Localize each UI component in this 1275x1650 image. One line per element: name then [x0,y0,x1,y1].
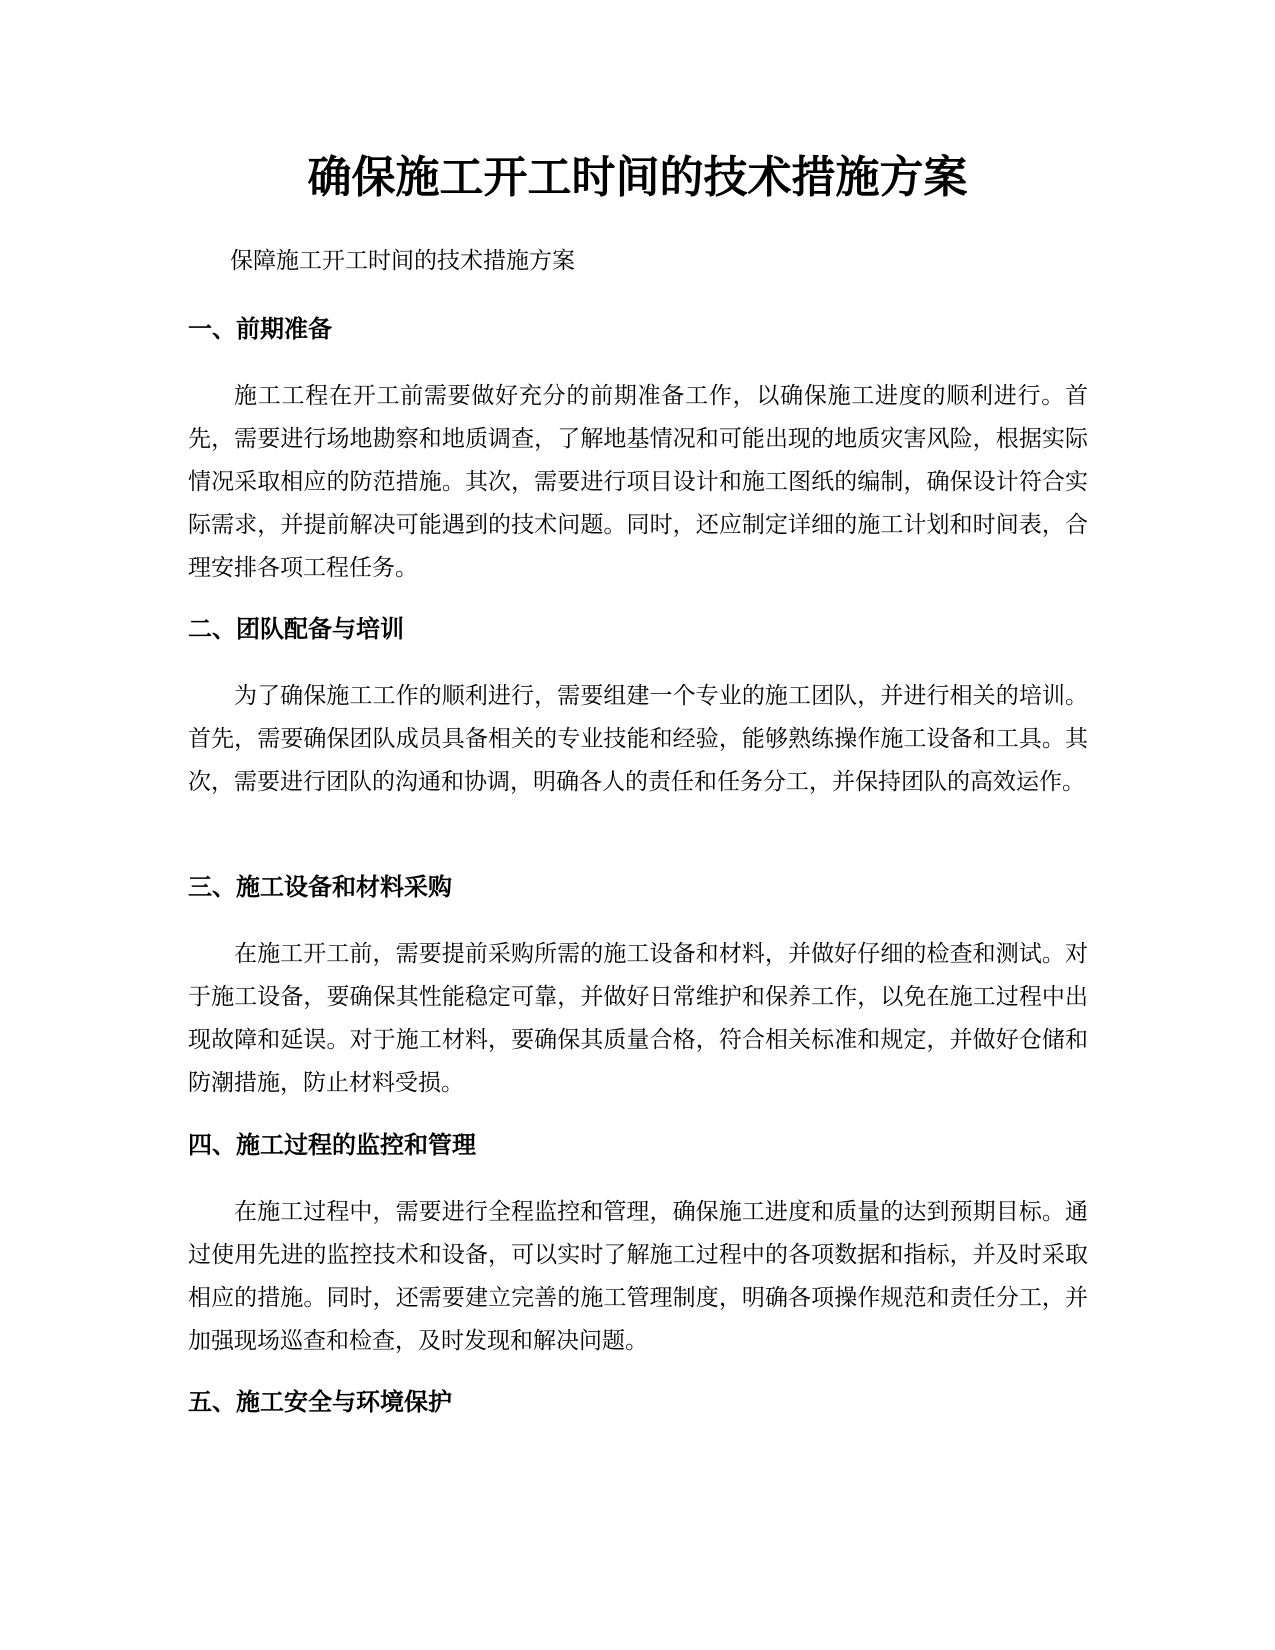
section-preparation [188,312,1088,590]
section-heading: 五、施工安全与环境保护 [188,1388,452,1416]
section-equipment-procurement [188,870,1088,1105]
section-heading: 二、团队配备与培训 [188,615,404,643]
section-team-training [188,612,1088,804]
document-subtitle: 保障施工开工时间的技术措施方案 [230,248,575,274]
section-paragraph: 为了确保施工工作的顺利进行，需要组建一个专业的施工团队，并进行相关的培训。首先，需要确保团队成员具备相关的专业技能和经验，能够熟练操作施工设备和工具。其次，需要进行团队的沟通和协调，明确各人的责任和任务分工，并保持团队的高效运作。 [188,683,1088,795]
section-paragraph: 在施工过程中，需要进行全程监控和管理，确保施工进度和质量的达到预期目标。通过使用先进的监控技术和设备，可以实时了解施工过程中的各项数据和指标，并及时采取相应的措施。同时，还需要建立完善的施工管理制度，明确各项操作规范和责任分工，并加强现场巡查和检查，及时发现和解决问题。 [188,1199,1088,1354]
document-title: 确保施工开工时间的技术措施方案 [307,152,968,203]
section-paragraph: 在施工开工前，需要提前采购所需的施工设备和材料，并做好仔细的检查和测试。对于施工设备，要确保其性能稳定可靠，并做好日常维护和保养工作，以免在施工过程中出现故障和延误。对于施工材料，要确保其质量合格，符合相关标准和规定，并做好仓储和防潮措施，防止材料受损。 [188,941,1088,1096]
section-safety-environment [188,1385,1088,1419]
section-monitoring-management [188,1128,1088,1363]
section-heading: 三、施工设备和材料采购 [188,873,452,901]
section-heading: 一、前期准备 [188,315,332,343]
section-heading: 四、施工过程的监控和管理 [188,1131,476,1159]
section-paragraph: 施工工程在开工前需要做好充分的前期准备工作，以确保施工进度的顺利进行。首先，需要进行场地勘察和地质调查，了解地基情况和可能出现的地质灾害风险，根据实际情况采取相应的防范措施。其次，需要进行项目设计和施工图纸的编制，确保设计符合实际需求，并提前解决可能遇到的技术问题。同时，还应制定详细的施工计划和时间表，合理安排各项工程任务。 [188,383,1088,581]
